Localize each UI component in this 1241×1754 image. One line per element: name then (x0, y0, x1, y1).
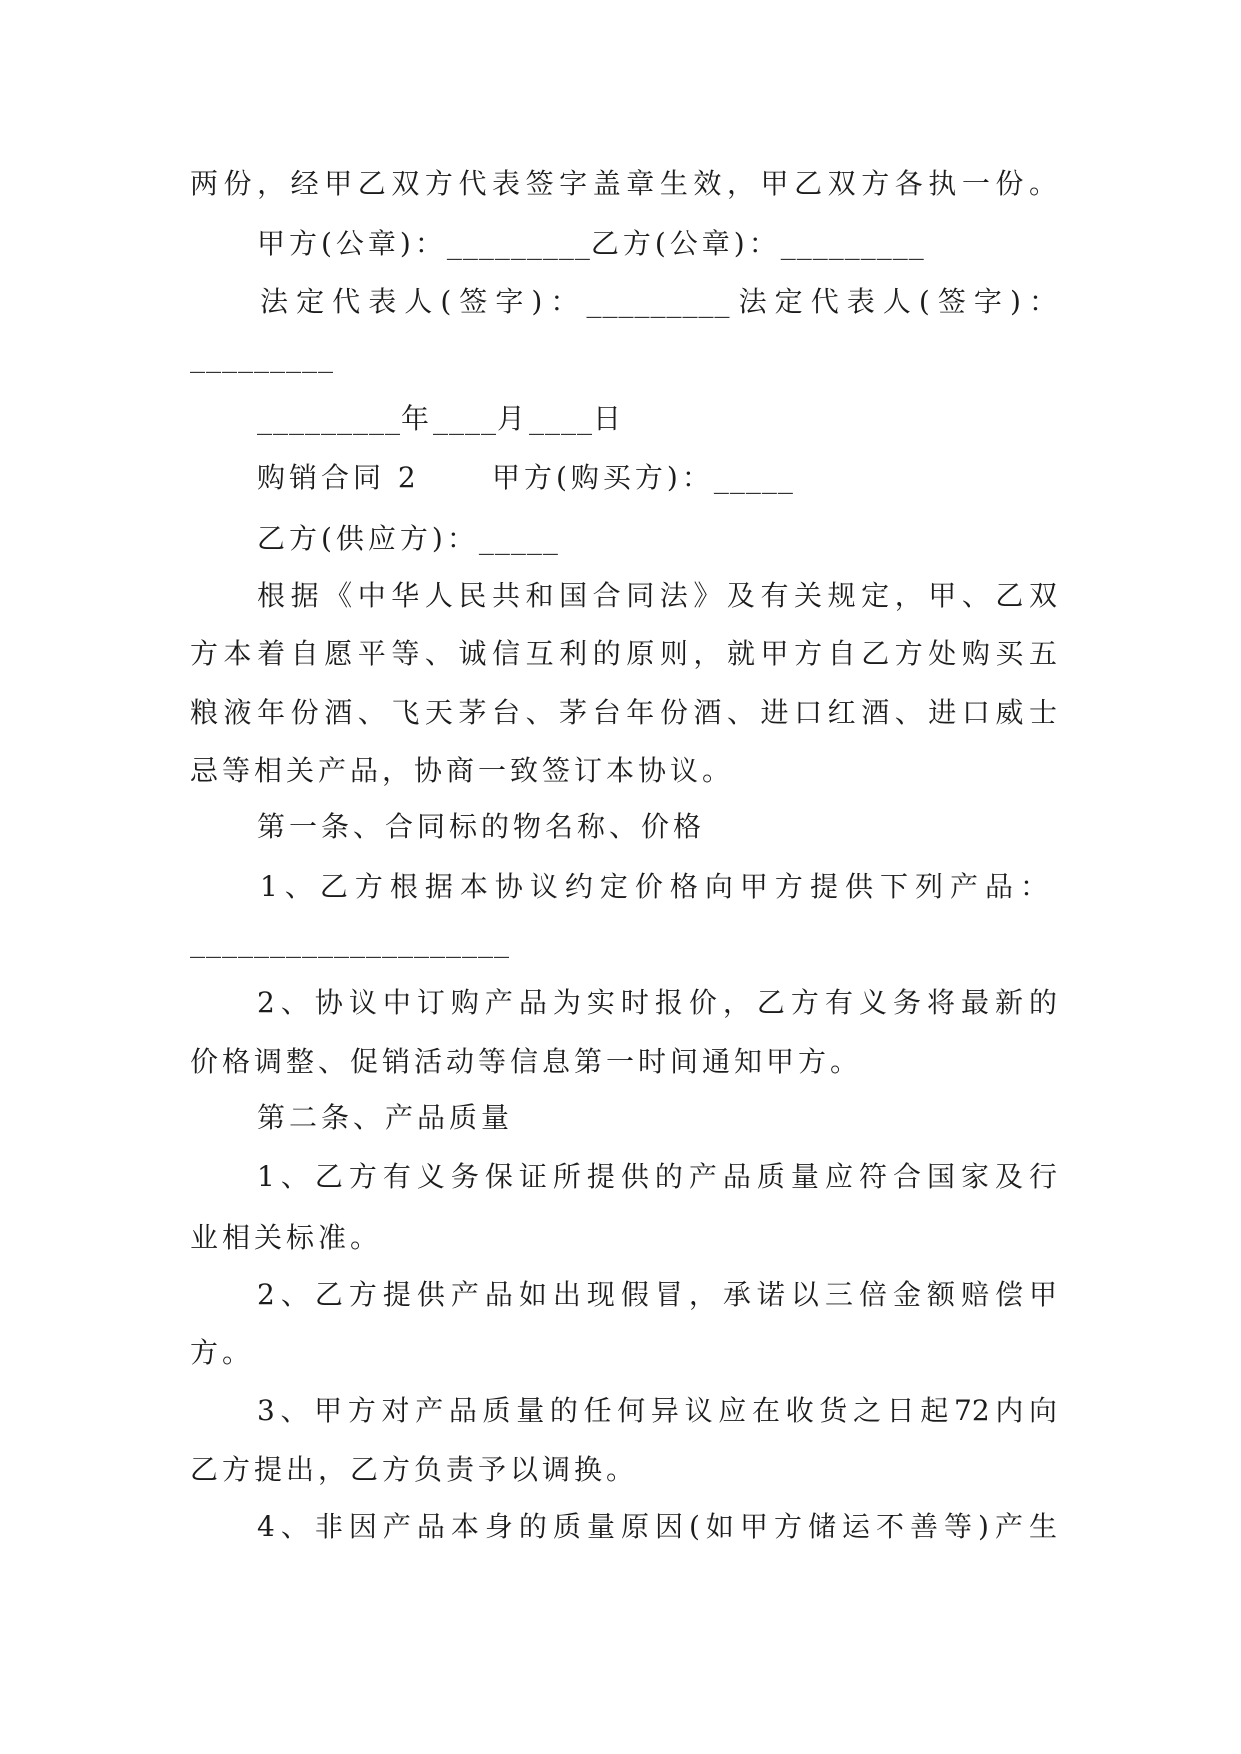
article-2-clause-line: 3、甲方对产品质量的任何异议应在收货之日起72内向 (257, 1394, 1057, 1427)
preamble-line: 根据《中华人民共和国合同法》及有关规定，甲、乙双 (257, 579, 1057, 612)
legal-rep-signature-blank (190, 337, 334, 377)
article-1-clause-line: 价格调整、促销活动等信息第一时间通知甲方。 (190, 1045, 863, 1078)
blank-underline: _________ (780, 226, 925, 261)
blank-underline: ____ (529, 401, 594, 436)
seal-line: 甲方(公章)：_________乙方(公章)：_________ (257, 226, 925, 261)
closing-clause-line: 两份，经甲乙双方代表签字盖章生效，甲乙双方各执一份。 (190, 167, 1057, 200)
blank-underline: ____ (433, 401, 498, 436)
article-1-heading: 第一条、合同标的物名称、价格 (257, 810, 706, 843)
article-2-clause-line: 4、非因产品本身的质量原因(如甲方储运不善等)产生 (257, 1510, 1057, 1543)
article-2-clause-line: 方。 (190, 1336, 255, 1369)
date-line: _________年____月____日 (257, 401, 626, 436)
article-2-clause-line: 2、乙方提供产品如出现假冒，承诺以三倍金额赔偿甲 (257, 1278, 1057, 1311)
legal-rep-signature-line: 法定代表人(签字)：_________法定代表人(签字)： (260, 284, 1057, 319)
supplier-line: 乙方(供应方)：_____ (257, 521, 559, 556)
blank-underline: _____ (713, 460, 794, 495)
blank-underline: _________ (190, 339, 334, 374)
article-2-clause-line: 1、乙方有义务保证所提供的产品质量应符合国家及行 (257, 1160, 1057, 1193)
article-2-clause-line: 业相关标准。 (190, 1221, 383, 1254)
article-2-clause-line: 乙方提出，乙方负责予以调换。 (190, 1453, 639, 1486)
article-1-clause-line: 1、乙方根据本协议约定价格向甲方提供下列产品： (260, 870, 1048, 903)
blank-underline: _________ (586, 284, 731, 319)
buyer-line: 甲方(购买方)：_____ (492, 460, 794, 495)
article-1-clause-line: 2、协议中订购产品为实时报价，乙方有义务将最新的 (257, 986, 1057, 1019)
blank-underline: _________ (257, 401, 401, 436)
preamble-line: 忌等相关产品，协商一致签订本协议。 (190, 754, 735, 787)
preamble-line: 方本着自愿平等、诚信互利的原则，就甲方自乙方处购买五 (190, 637, 1057, 670)
product-list-blank (190, 922, 510, 962)
article-2-heading: 第二条、产品质量 (257, 1101, 514, 1134)
contract-heading: 购销合同 2 (257, 461, 420, 494)
blank-underline: ____________________ (190, 924, 510, 959)
blank-underline: _____ (478, 521, 559, 556)
preamble-line: 粮液年份酒、飞天茅台、茅台年份酒、进口红酒、进口威士 (190, 696, 1057, 729)
blank-underline: _________ (446, 226, 591, 261)
